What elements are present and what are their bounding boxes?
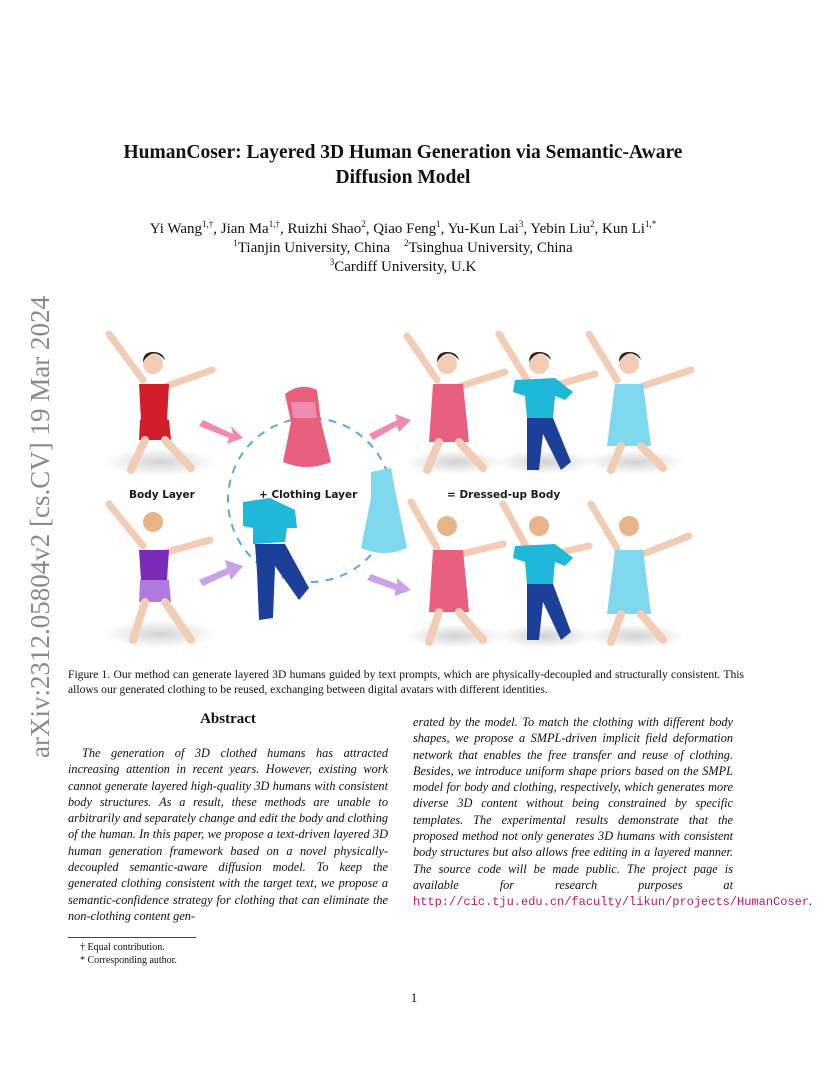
author-name: Ruizhi Shao bbox=[287, 221, 362, 237]
footnote-divider bbox=[68, 937, 196, 938]
affiliation-sup: 3 bbox=[329, 257, 335, 267]
arrow-pink-right bbox=[369, 414, 411, 440]
label-clothing-layer: + Clothing Layer bbox=[259, 489, 358, 501]
affiliation-line-2 bbox=[95, 258, 711, 277]
clothing-light-dress bbox=[361, 468, 407, 553]
arrow-pink-left bbox=[199, 420, 243, 444]
paper-title bbox=[95, 140, 711, 190]
affiliation-line-1 bbox=[95, 239, 711, 258]
arxiv-identifier-text: arXiv:2312.05804v2 [cs.CV] 19 Mar 2024 bbox=[25, 296, 55, 758]
affiliation-sup: 2 bbox=[404, 238, 409, 248]
author-name: Jian Ma bbox=[220, 221, 269, 237]
author-sup: 2 bbox=[590, 219, 595, 229]
dressed-bottom-light bbox=[585, 504, 689, 648]
footnotes bbox=[80, 941, 380, 967]
abstract-right-column bbox=[413, 714, 813, 911]
affiliation-tianjin: Tianjin University, China bbox=[237, 240, 390, 256]
author-name: Yebin Liu bbox=[530, 221, 591, 237]
author-sup: 1,* bbox=[644, 219, 657, 229]
author-sup: 3 bbox=[518, 219, 524, 229]
label-body-layer: Body Layer bbox=[129, 489, 195, 501]
project-url-link[interactable]: http://cic.tju.edu.cn/faculty/likun/projects/HumanCoser bbox=[413, 895, 810, 910]
figure-body-red bbox=[105, 334, 215, 476]
author-sup: 1,† bbox=[268, 219, 280, 229]
label-dressed-up-body: = Dressed-up Body bbox=[447, 489, 561, 501]
affiliation-sup: 1 bbox=[233, 238, 238, 248]
footnote-corresponding-author: * Corresponding author. bbox=[80, 955, 177, 966]
author-name: Qiao Feng bbox=[373, 221, 437, 237]
affiliation-tsinghua: Tsinghua University, China bbox=[408, 240, 573, 256]
title-line-2: Diffusion Model bbox=[335, 167, 471, 188]
abstract-heading: Abstract bbox=[200, 711, 256, 727]
clothing-pink-dress bbox=[283, 387, 331, 467]
affiliation-cardiff: Cardiff University, U.K bbox=[334, 259, 477, 275]
clothing-cyan-shirt-navy-pants bbox=[243, 498, 309, 620]
figure-1 bbox=[95, 322, 735, 652]
url-period: . bbox=[809, 894, 813, 909]
abstract-right-text: erated by the model. To match the clothing with different body shapes, we propose a SMPL-driven implicit field deformation network that enables the free transfer and reuse of clothing. Besides, we introduce uniform shape priors based on the SMPL model for body and clothing, respectively, which generates more diverse 3D content without being constrained by specific templates. The experimental results demonstrate that the proposed method not only generates 3D humans with consistent body structures but also allows free editing in a layered manner. The source code will be made public. The project page is available for research purposes at bbox=[413, 715, 733, 892]
dressed-top-pink bbox=[405, 336, 505, 474]
author-sup: 1,† bbox=[202, 219, 214, 229]
arrow-purple-right bbox=[367, 574, 411, 596]
arrow-purple-left bbox=[199, 560, 243, 586]
author-block bbox=[95, 220, 711, 277]
dressed-top-light bbox=[585, 334, 691, 474]
abstract-left-column: The generation of 3D clothed humans has attracted increasing attention in recent years. However, existing work cannot generate layered high-quality 3D humans with consistent body structures. As a result, these methods are unable to arbitrarily and separately change and edit the body and clothing of the human. In this paper, we propose a text-driven layered 3D human generation framework based on a novel physically-decoupled semantic-aware diffusion model. To keep the generated clothing consistent with the target text, we propose a semantic-confidence strategy for clothing that can eliminate the non-clothing content gen- bbox=[68, 746, 388, 923]
page-number: 1 bbox=[410, 990, 418, 1005]
figure-body-purple bbox=[105, 504, 215, 648]
author-name: Yu-Kun Lai bbox=[447, 221, 519, 237]
figure-1-illustration bbox=[95, 322, 735, 652]
arxiv-identifier-graphic bbox=[18, 282, 60, 758]
dressed-top-cyan bbox=[495, 334, 595, 474]
title-line-1: HumanCoser: Layered 3D Human Generation via Semantic-Aware bbox=[123, 142, 683, 163]
figure-caption: Figure 1. Our method can generate layered 3D humans guided by text prompts, which are physically-decoupled and structurally consistent. This allows our generated clothing to be reused, exchanging between digital avatars with different identities. bbox=[68, 668, 744, 696]
author-sup: 1 bbox=[436, 219, 441, 229]
dressed-bottom-pink bbox=[405, 502, 505, 648]
arxiv-identifier bbox=[18, 282, 60, 758]
footnote-equal-contribution: † Equal contribution. bbox=[80, 942, 165, 953]
author-name: Kun Li bbox=[602, 221, 645, 237]
author-name: Yi Wang bbox=[149, 221, 203, 237]
dressed-bottom-cyan bbox=[495, 504, 595, 648]
author-list: Yi Wang$^{1,\dagger}$, Jian $Ma^{1,\dagger}$, Ruizhi Shao$^2$, Qiao Feng$^1$, Yu-Kun Lai$^3$, Yebin Liu$^2$, Kun $Li^{1,*}$ bbox=[149, 219, 657, 237]
author-sup: 2 bbox=[361, 219, 366, 229]
